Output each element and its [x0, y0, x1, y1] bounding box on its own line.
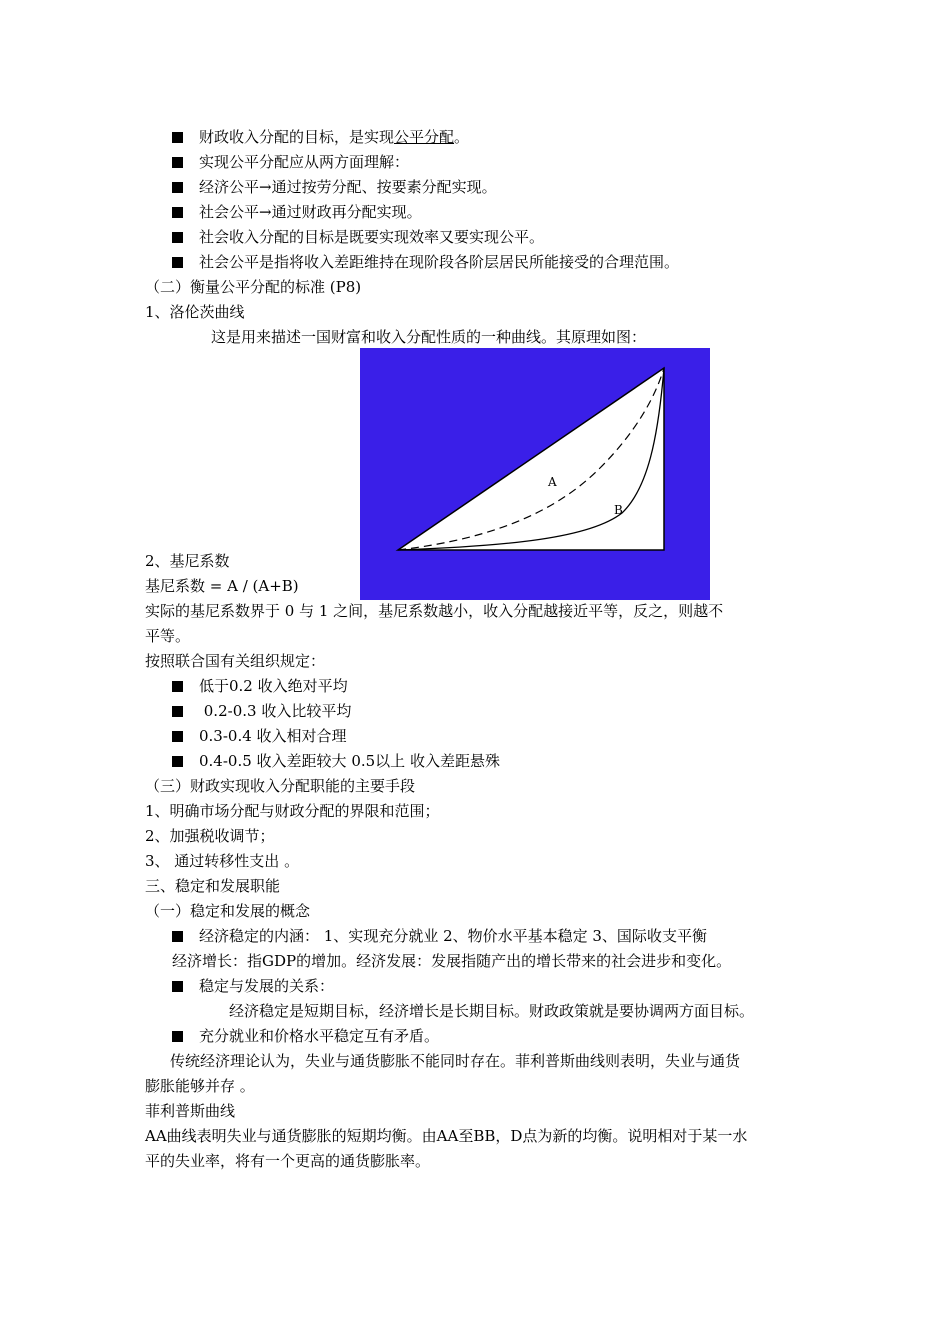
- un-rule: 按照联合国有关组织规定：: [145, 652, 326, 670]
- square-bullet-icon: [172, 132, 183, 143]
- relation-text: 经济稳定是短期目标，经济增长是长期目标。财政政策就是要协调两方面目标。: [229, 1002, 755, 1020]
- square-bullet-icon: [172, 731, 183, 742]
- bullet-item: [172, 202, 422, 222]
- square-bullet-icon: [172, 157, 183, 168]
- section-heading: （二）衡量公平分配的标准 (P8): [145, 278, 362, 296]
- section-heading: （三）财政实现收入分配职能的主要手段: [145, 777, 416, 795]
- gini-level-item: [172, 751, 500, 771]
- square-bullet-icon: [172, 706, 183, 717]
- square-bullet-icon: [172, 182, 183, 193]
- square-bullet-icon: [172, 981, 183, 992]
- phillips-paragraph-cont: 平的失业率，将有一个更高的通货膨胀率。: [145, 1152, 431, 1170]
- bullet-item: [172, 177, 497, 197]
- gini-heading: 2、基尼系数: [145, 552, 230, 570]
- bullet-text: 经济稳定的内涵： 1、实现充分就业 2、物价水平基本稳定 3、国际收支平衡: [199, 927, 707, 945]
- bullet-item: [172, 127, 469, 147]
- gini-description-cont: 平等。: [145, 627, 191, 645]
- means-item: 3、 通过转移性支出 。: [145, 852, 300, 870]
- square-bullet-icon: [172, 1031, 183, 1042]
- gini-level-text: 0.4-0.5 收入差距较大 0.5以上 收入差距悬殊: [199, 752, 500, 770]
- lorenz-curve-figure: [360, 348, 710, 600]
- section-heading: 三、稳定和发展职能: [145, 877, 281, 895]
- bullet-text: 财政收入分配的目标，是实现: [199, 128, 395, 146]
- lorenz-heading: 1、洛伦茨曲线: [145, 303, 245, 321]
- means-item: 2、加强税收调节；: [145, 827, 275, 845]
- square-bullet-icon: [172, 681, 183, 692]
- gini-level-item: [172, 701, 351, 721]
- bullet-text: 充分就业和价格水平稳定互有矛盾。: [199, 1027, 440, 1045]
- underlined-term: 公平分配: [394, 128, 455, 146]
- bullet-item: [172, 976, 334, 996]
- square-bullet-icon: [172, 207, 183, 218]
- means-item: 1、明确市场分配与财政分配的界限和范围；: [145, 802, 440, 820]
- growth-definition: 经济增长：指GDP的增加。经济发展：发展指随产出的增长带来的社会进步和变化。: [172, 952, 732, 970]
- bullet-text-end: 。: [454, 128, 470, 146]
- gini-level-text: 低于0.2 收入绝对平均: [199, 677, 348, 695]
- square-bullet-icon: [172, 756, 183, 767]
- bullet-text: 社会公平是指将收入差距维持在现阶段各阶层居民所能接受的合理范围。: [199, 253, 680, 271]
- gini-level-item: [172, 676, 348, 696]
- bullet-item: [172, 227, 544, 247]
- area-b-label: B: [614, 503, 623, 517]
- bullet-text: 经济公平→通过按劳分配、按要素分配实现。: [199, 178, 497, 196]
- gini-description: 实际的基尼系数界于 0 与 1 之间，基尼系数越小，收入分配越接近平等，反之，则越不: [145, 602, 724, 620]
- bullet-text: 稳定与发展的关系：: [199, 977, 335, 995]
- area-a-label: A: [548, 475, 557, 489]
- gini-level-text: 0.3-0.4 收入相对合理: [199, 727, 347, 745]
- bullet-item: [172, 252, 679, 272]
- bullet-text: 实现公平分配应从两方面理解：: [199, 153, 410, 171]
- bullet-text: 社会收入分配的目标是既要实现效率又要实现公平。: [199, 228, 545, 246]
- gini-level-item: [172, 726, 347, 746]
- phillips-paragraph: AA曲线表明失业与通货膨胀的短期均衡。由AA至BB，D点为新的均衡。说明相对于某一水: [145, 1127, 748, 1145]
- bullet-item: [172, 926, 707, 946]
- gini-level-text: 0.2-0.3 收入比较平均: [199, 702, 352, 720]
- theory-paragraph-cont: 膨胀能够并存 。: [145, 1077, 255, 1095]
- lorenz-description: 这是用来描述一国财富和收入分配性质的一种曲线。其原理如图：: [211, 328, 647, 346]
- gini-formula: 基尼系数 = A / (A+B): [145, 577, 299, 595]
- square-bullet-icon: [172, 931, 183, 942]
- theory-paragraph: 传统经济理论认为，失业与通货膨胀不能同时存在。菲利普斯曲线则表明，失业与通货: [170, 1052, 741, 1070]
- subsection-heading: （一）稳定和发展的概念: [145, 902, 311, 920]
- bullet-item: [172, 1026, 439, 1046]
- square-bullet-icon: [172, 232, 183, 243]
- phillips-heading: 菲利普斯曲线: [145, 1102, 236, 1120]
- bullet-text: 社会公平→通过财政再分配实现。: [199, 203, 422, 221]
- square-bullet-icon: [172, 257, 183, 268]
- bullet-item: [172, 152, 409, 172]
